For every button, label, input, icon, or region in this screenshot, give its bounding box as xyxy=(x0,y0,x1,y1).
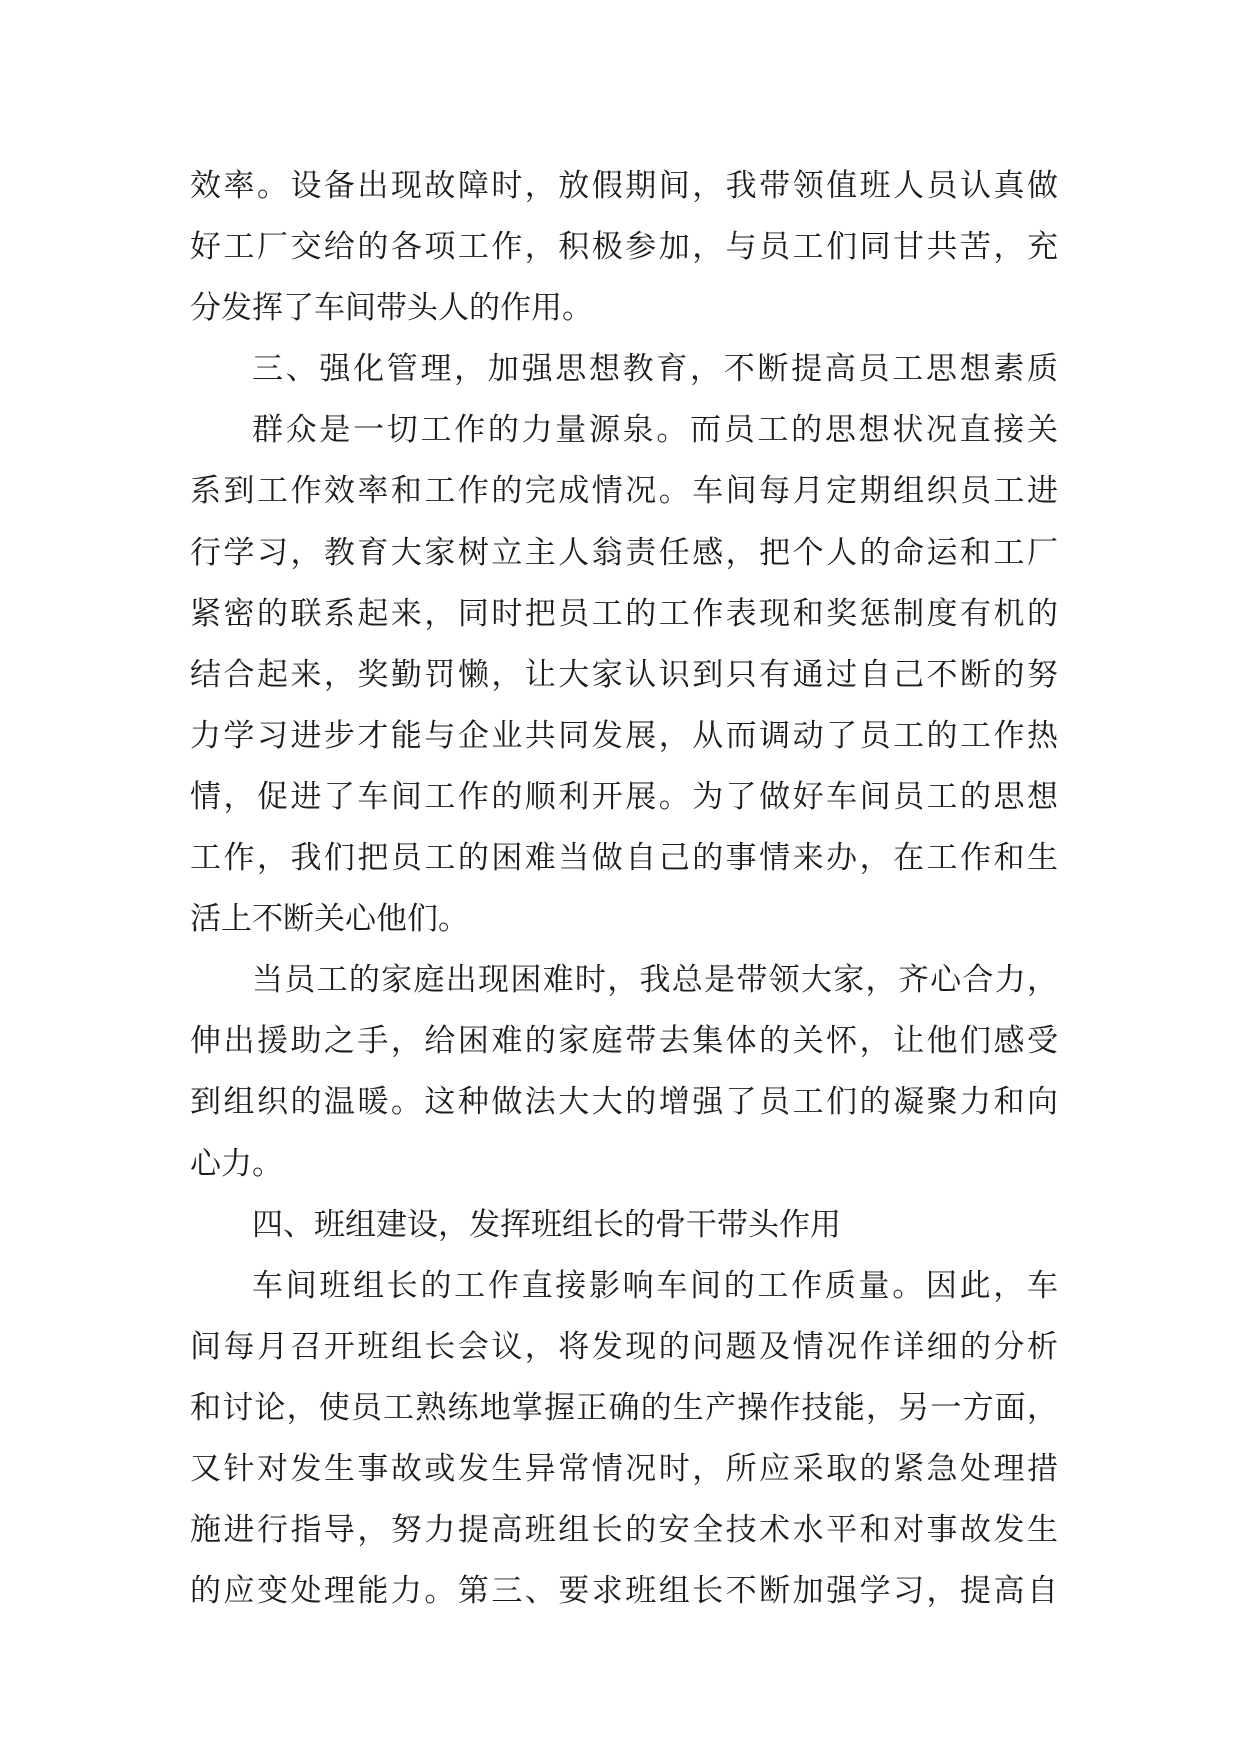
text-line: 当员工的家庭出现困难时，我总是带领大家，齐心合力， xyxy=(252,962,1058,999)
text-line: 行学习，教育大家树立主人翁责任感，把个人的命运和工厂 xyxy=(190,534,1058,571)
text-line: 和讨论，使员工熟练地掌握正确的生产操作技能，另一方面， xyxy=(190,1389,1058,1426)
text-line: 工作，我们把员工的困难当做自己的事情来办，在工作和生 xyxy=(190,840,1058,877)
text-line: 又针对发生事故或发生异常情况时，所应采取的紧急处理措 xyxy=(190,1450,1058,1487)
body-text xyxy=(190,156,1058,1622)
text-line: 活上不断关心他们。 xyxy=(190,901,469,938)
text-line: 紧密的联系起来，同时把员工的工作表现和奖惩制度有机的 xyxy=(190,595,1058,632)
text-line: 力学习进步才能与企业共同发展，从而调动了员工的工作热 xyxy=(190,717,1058,754)
text-line: 效率。设备出现故障时，放假期间，我带领值班人员认真做 xyxy=(190,168,1058,204)
text-line: 三、强化管理，加强思想教育，不断提高员工思想素质 xyxy=(252,351,1058,388)
text-line: 好工厂交给的各项工作，积极参加，与员工们同甘共苦，充 xyxy=(190,229,1058,266)
text-line: 伸出援助之手，给困难的家庭带去集体的关怀，让他们感受 xyxy=(190,1023,1058,1060)
text-line: 到组织的温暖。这种做法大大的增强了员工们的凝聚力和向 xyxy=(190,1084,1058,1121)
text-line: 的应变处理能力。第三、要求班组长不断加强学习，提高自 xyxy=(190,1573,1058,1610)
text-line: 心力。 xyxy=(190,1145,283,1182)
text-line: 分发挥了车间带头人的作用。 xyxy=(190,290,593,327)
text-line: 施进行指导，努力提高班组长的安全技术水平和对事故发生 xyxy=(190,1512,1058,1549)
text-line: 间每月召开班组长会议，将发现的问题及情况作详细的分析 xyxy=(190,1328,1058,1365)
text-line: 四、班组建设，发挥班组长的骨干带头作用 xyxy=(252,1206,841,1243)
text-line: 车间班组长的工作直接影响车间的工作质量。因此，车 xyxy=(252,1267,1058,1304)
text-line: 情，促进了车间工作的顺利开展。为了做好车间员工的思想 xyxy=(190,778,1058,815)
text-line: 系到工作效率和工作的完成情况。车间每月定期组织员工进 xyxy=(190,473,1058,510)
text-line: 群众是一切工作的力量源泉。而员工的思想状况直接关 xyxy=(252,412,1058,449)
text-line: 结合起来，奖勤罚懒，让大家认识到只有通过自己不断的努 xyxy=(190,656,1058,693)
